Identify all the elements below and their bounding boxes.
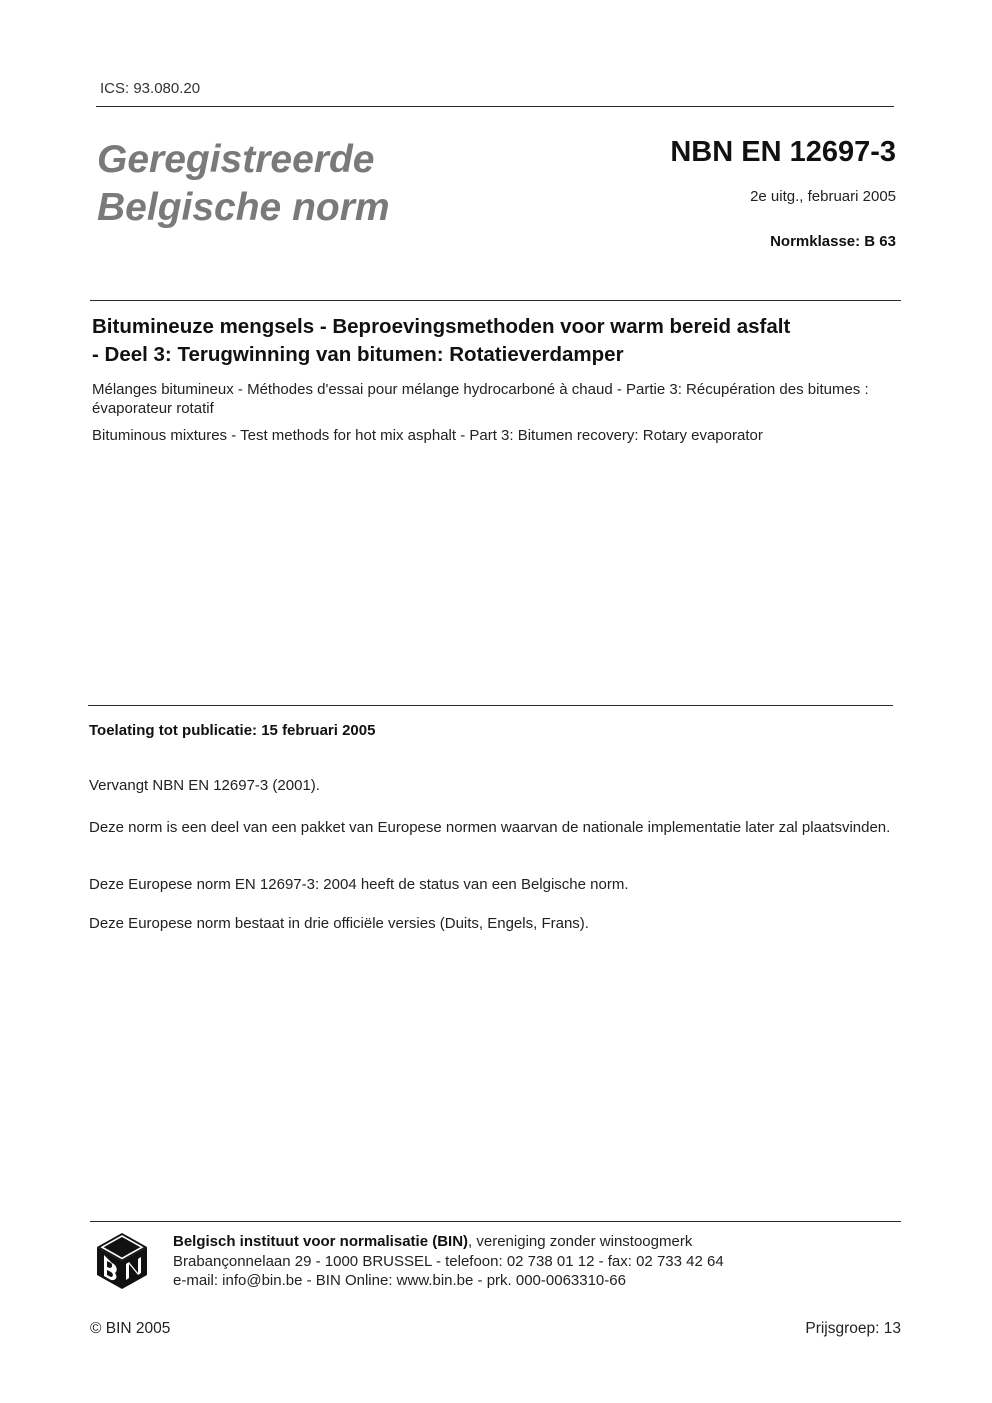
edition-date: 2e uitg., februari 2005: [750, 188, 896, 205]
brand-line-2: Belgische norm: [97, 186, 390, 229]
footer-address: Brabançonnelaan 29 - 1000 BRUSSEL - telefoon: 02 738 01 12 - fax: 02 733 42 64: [173, 1252, 724, 1270]
dutch-title: [92, 313, 912, 369]
bin-logo-icon: [95, 1232, 149, 1290]
english-title: Bituminous mixtures - Test methods for hot mix asphalt - Part 3: Bitumen recovery: Rotary evaporator: [92, 427, 763, 444]
brand-heading: [97, 136, 390, 232]
status-paragraph: Deze Europese norm EN 12697-3: 2004 heeft de status van een Belgische norm.: [89, 876, 629, 893]
footer-contact-block: [173, 1232, 724, 1291]
price-group: Prijsgroep: 13: [805, 1320, 901, 1337]
ics-code: ICS: 93.080.20: [100, 80, 201, 97]
replaces-paragraph: Vervangt NBN EN 12697-3 (2001).: [89, 777, 320, 794]
top-divider: [96, 106, 894, 107]
footer-org-line: [173, 1232, 724, 1252]
dutch-title-line-1: Bitumineuze mengsels - Beproevingsmethoden voor warm bereid asfalt: [92, 315, 791, 338]
copyright: © BIN 2005: [90, 1320, 171, 1337]
approval-divider: [88, 705, 893, 706]
versions-paragraph: Deze Europese norm bestaat in drie officiële versies (Duits, Engels, Frans).: [89, 915, 589, 932]
dutch-title-line-2: - Deel 3: Terugwinning van bitumen: Rotatieverdamper: [92, 343, 624, 366]
brand-line-1: Geregistreerde: [97, 138, 375, 181]
french-title: Mélanges bitumineux - Méthodes d'essai pour mélange hydrocarboné à chaud - Partie 3: Récupération des bitumes : évaporateur rotatif: [92, 381, 869, 417]
org-suffix: , vereniging zonder winstoogmerk: [468, 1233, 693, 1250]
footer-contact: e-mail: info@bin.be - BIN Online: www.bin.be - prk. 000-0063310-66: [173, 1272, 626, 1289]
footer-divider: [90, 1221, 901, 1222]
org-name: Belgisch instituut voor normalisatie (BIN): [173, 1233, 469, 1250]
publication-approval: Toelating tot publicatie: 15 februari 2005: [89, 722, 376, 739]
standard-number: NBN EN 12697-3: [670, 136, 896, 168]
norm-class: Normklasse: B 63: [770, 233, 896, 250]
title-divider: [90, 300, 901, 301]
package-paragraph: Deze norm is een deel van een pakket van Europese normen waarvan de nationale implementatie later zal plaatsvinden.: [89, 819, 891, 836]
